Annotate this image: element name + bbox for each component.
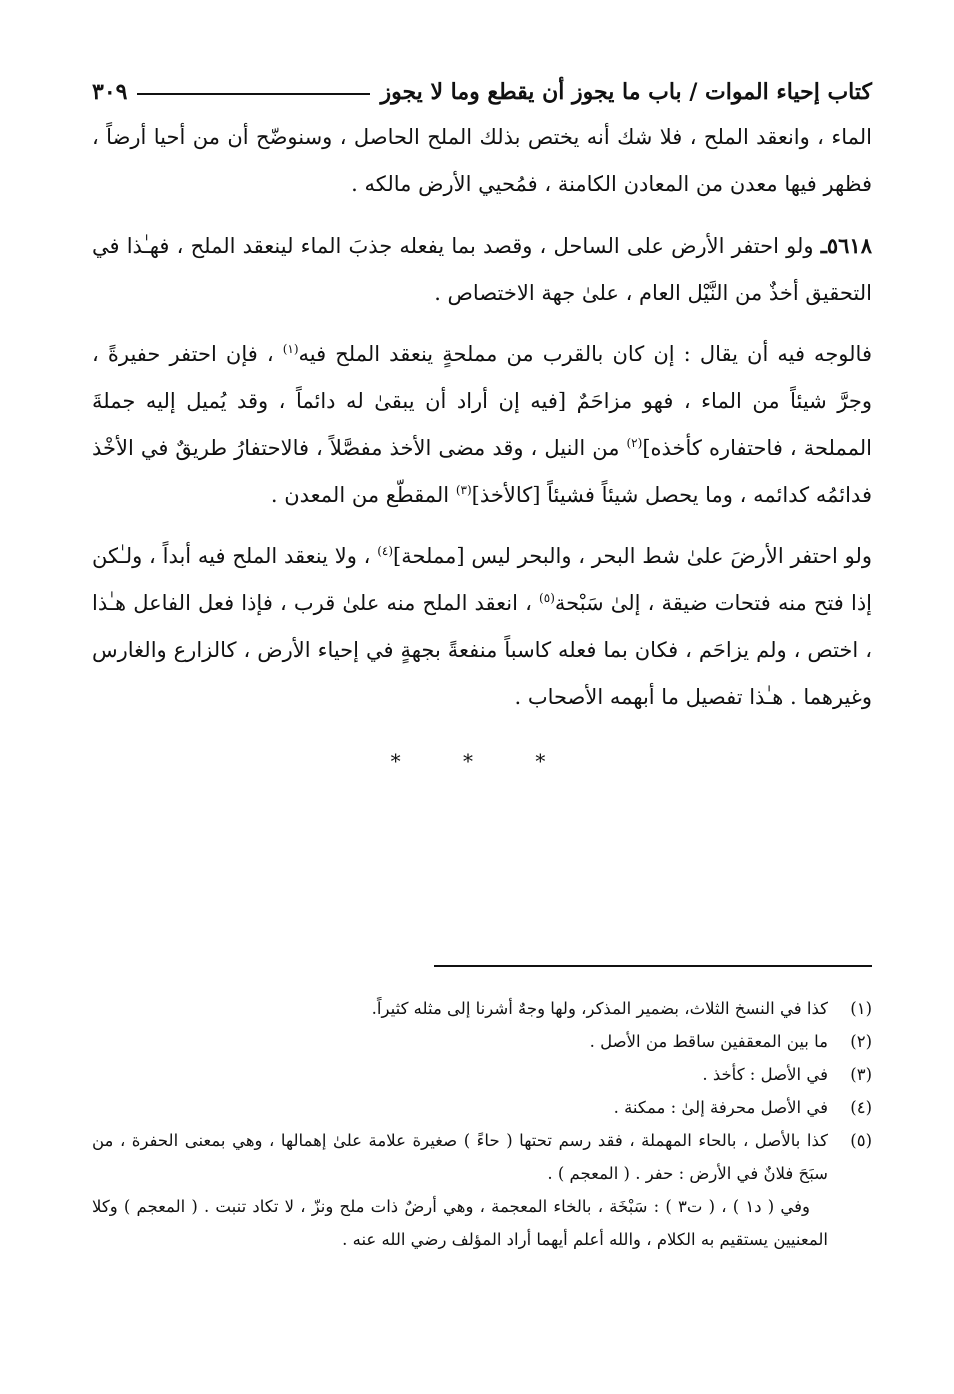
paragraph-1: الماء ، وانعقد الملح ، فلا شك أنه يختص بذلك الملح الحاصل ، وسنوضّح أن من أحيا أرضاً ، فظهر فيها معدن من المعادن الكامنة ، فمُحيي الأرض مالكه .: [92, 125, 872, 196]
paragraph-3-part-d: المقطّع من المعدن .: [270, 483, 450, 507]
footnote-5-continuation: وفي ( د١ ) ، ( ت٣ ) : سَبْخَة ، بالخاء المعجمة ، وهي أرضٌ ذات ملح ونزّ ، لا تكاد تنبت . ( المعجم ) وكلا المعنيين يستقيم به الكلام ، والله أعلم أيهما أراد المؤلف رضي الله عنه .: [92, 1197, 828, 1249]
paragraph-4-part-b: ، ولا ينعقد الملح فيه أبداً ، ولـٰكن إذا فتح منه فتحات ضيقة ، إلىٰ سَبْحة: [92, 544, 872, 615]
footnote-1: [92, 992, 872, 1025]
paragraph-3: [92, 331, 872, 519]
footnote-text: كذا بالأصل ، بالحاء المهملة ، فقد رسم تحتها ( حاءً ) صغيرة علامة علىٰ إهمالها ، وهي بمعنى الحفرة ، من سبَحَ فلانٌ في الأرض : حفر . ( المعجم ) .: [92, 1131, 828, 1183]
header-rule: [137, 93, 370, 95]
footnote-ref-2: (٢): [626, 436, 643, 450]
footnote-text: في الأصل محرفة إلىٰ : ممكنة .: [613, 1098, 828, 1117]
paragraph-3-part-c: من النيل ، وقد مضى الأخذ مفصَّلاً ، فالاحتفارُ طريقٌ في الأخْذ فدائمُه كدائمه ، وما يحصل شيئاً فشيئاً [كالأخذ]: [92, 436, 872, 507]
footnote-ref-4: (٤): [377, 544, 394, 558]
paragraph-2: [92, 222, 872, 317]
footnote-4: [92, 1091, 872, 1124]
footnote-number: (٣): [850, 1065, 872, 1084]
footnote-number: (٤): [850, 1098, 872, 1117]
footnote-3: [92, 1058, 872, 1091]
footnote-number: (١): [850, 999, 872, 1018]
issue-number: ٥٦١٨ـ: [820, 233, 872, 258]
paragraph-4: [92, 533, 872, 721]
paragraph-2-text: ولو احتفر الأرض على الساحل ، وقصد بما يفعله جذبَ الماء لينعقد الملح ، فهـٰذا في التحقيق أخذٌ من النَّيْل العام ، علىٰ جهة الاختصاص .: [92, 234, 872, 305]
footnote-number: (٢): [850, 1032, 872, 1051]
footnote-ref-5: (٥): [539, 591, 555, 605]
section-separator: * * *: [390, 749, 574, 773]
footnote-rule: [434, 965, 872, 967]
paragraph-3-part-b: ، فإن احتفر حفيرةً ، وجرَّ شيئاً من الماء ، فهو مزاحَمٌ [فيه إن أراد أن يبقىٰ له دائماً ، وقد يُميل إليه جملةَ المملحة ، فاحتفاره كأخذه]: [92, 342, 872, 460]
page-number: ٣٠٩: [92, 79, 128, 105]
footnote-ref-1: (١): [282, 342, 299, 356]
footnote-number: (٥): [850, 1131, 872, 1150]
paragraph-4-part-a: ولو احتفر الأرضَ علىٰ شط البحر ، والبحر ليس [مملحة]: [393, 544, 873, 568]
running-header: [92, 70, 872, 114]
footnote-5: [92, 1124, 872, 1190]
page-body: [92, 70, 872, 773]
footnote-text: ما بين المعقفين ساقط من الأصل .: [589, 1032, 828, 1051]
footnote-ref-3: (٣): [455, 483, 472, 497]
footnote-text: في الأصل : كأخذ .: [702, 1065, 828, 1084]
paragraph-3-part-a: فالوجه فيه أن يقال : إن كان بالقرب من مملحةٍ ينعقد الملح فيه: [298, 342, 872, 366]
paragraph-4-part-c: ، انعقد الملح منه علىٰ قرب ، فإذا فعل الفاعل هـٰذا ، اختص ، ولم يزاحَم ، فكان بما فعله كاسباً منفعةً بجهةٍ في إحياء الأرض ، كالزارع والغارس وغيرهما . هـٰذا تفصيل ما أبهمه الأصحاب .: [92, 591, 872, 709]
footnote-text: كذا في النسخ الثلاث، بضمير المذكر، ولها وجهٌ أشرنا إلى مثله كثيراً.: [371, 999, 828, 1018]
header-title: كتاب إحياء الموات / باب ما يجوز أن يقطع وما لا يجوز: [380, 79, 872, 105]
footnotes: [92, 992, 872, 1256]
footnote-2: [92, 1025, 872, 1058]
